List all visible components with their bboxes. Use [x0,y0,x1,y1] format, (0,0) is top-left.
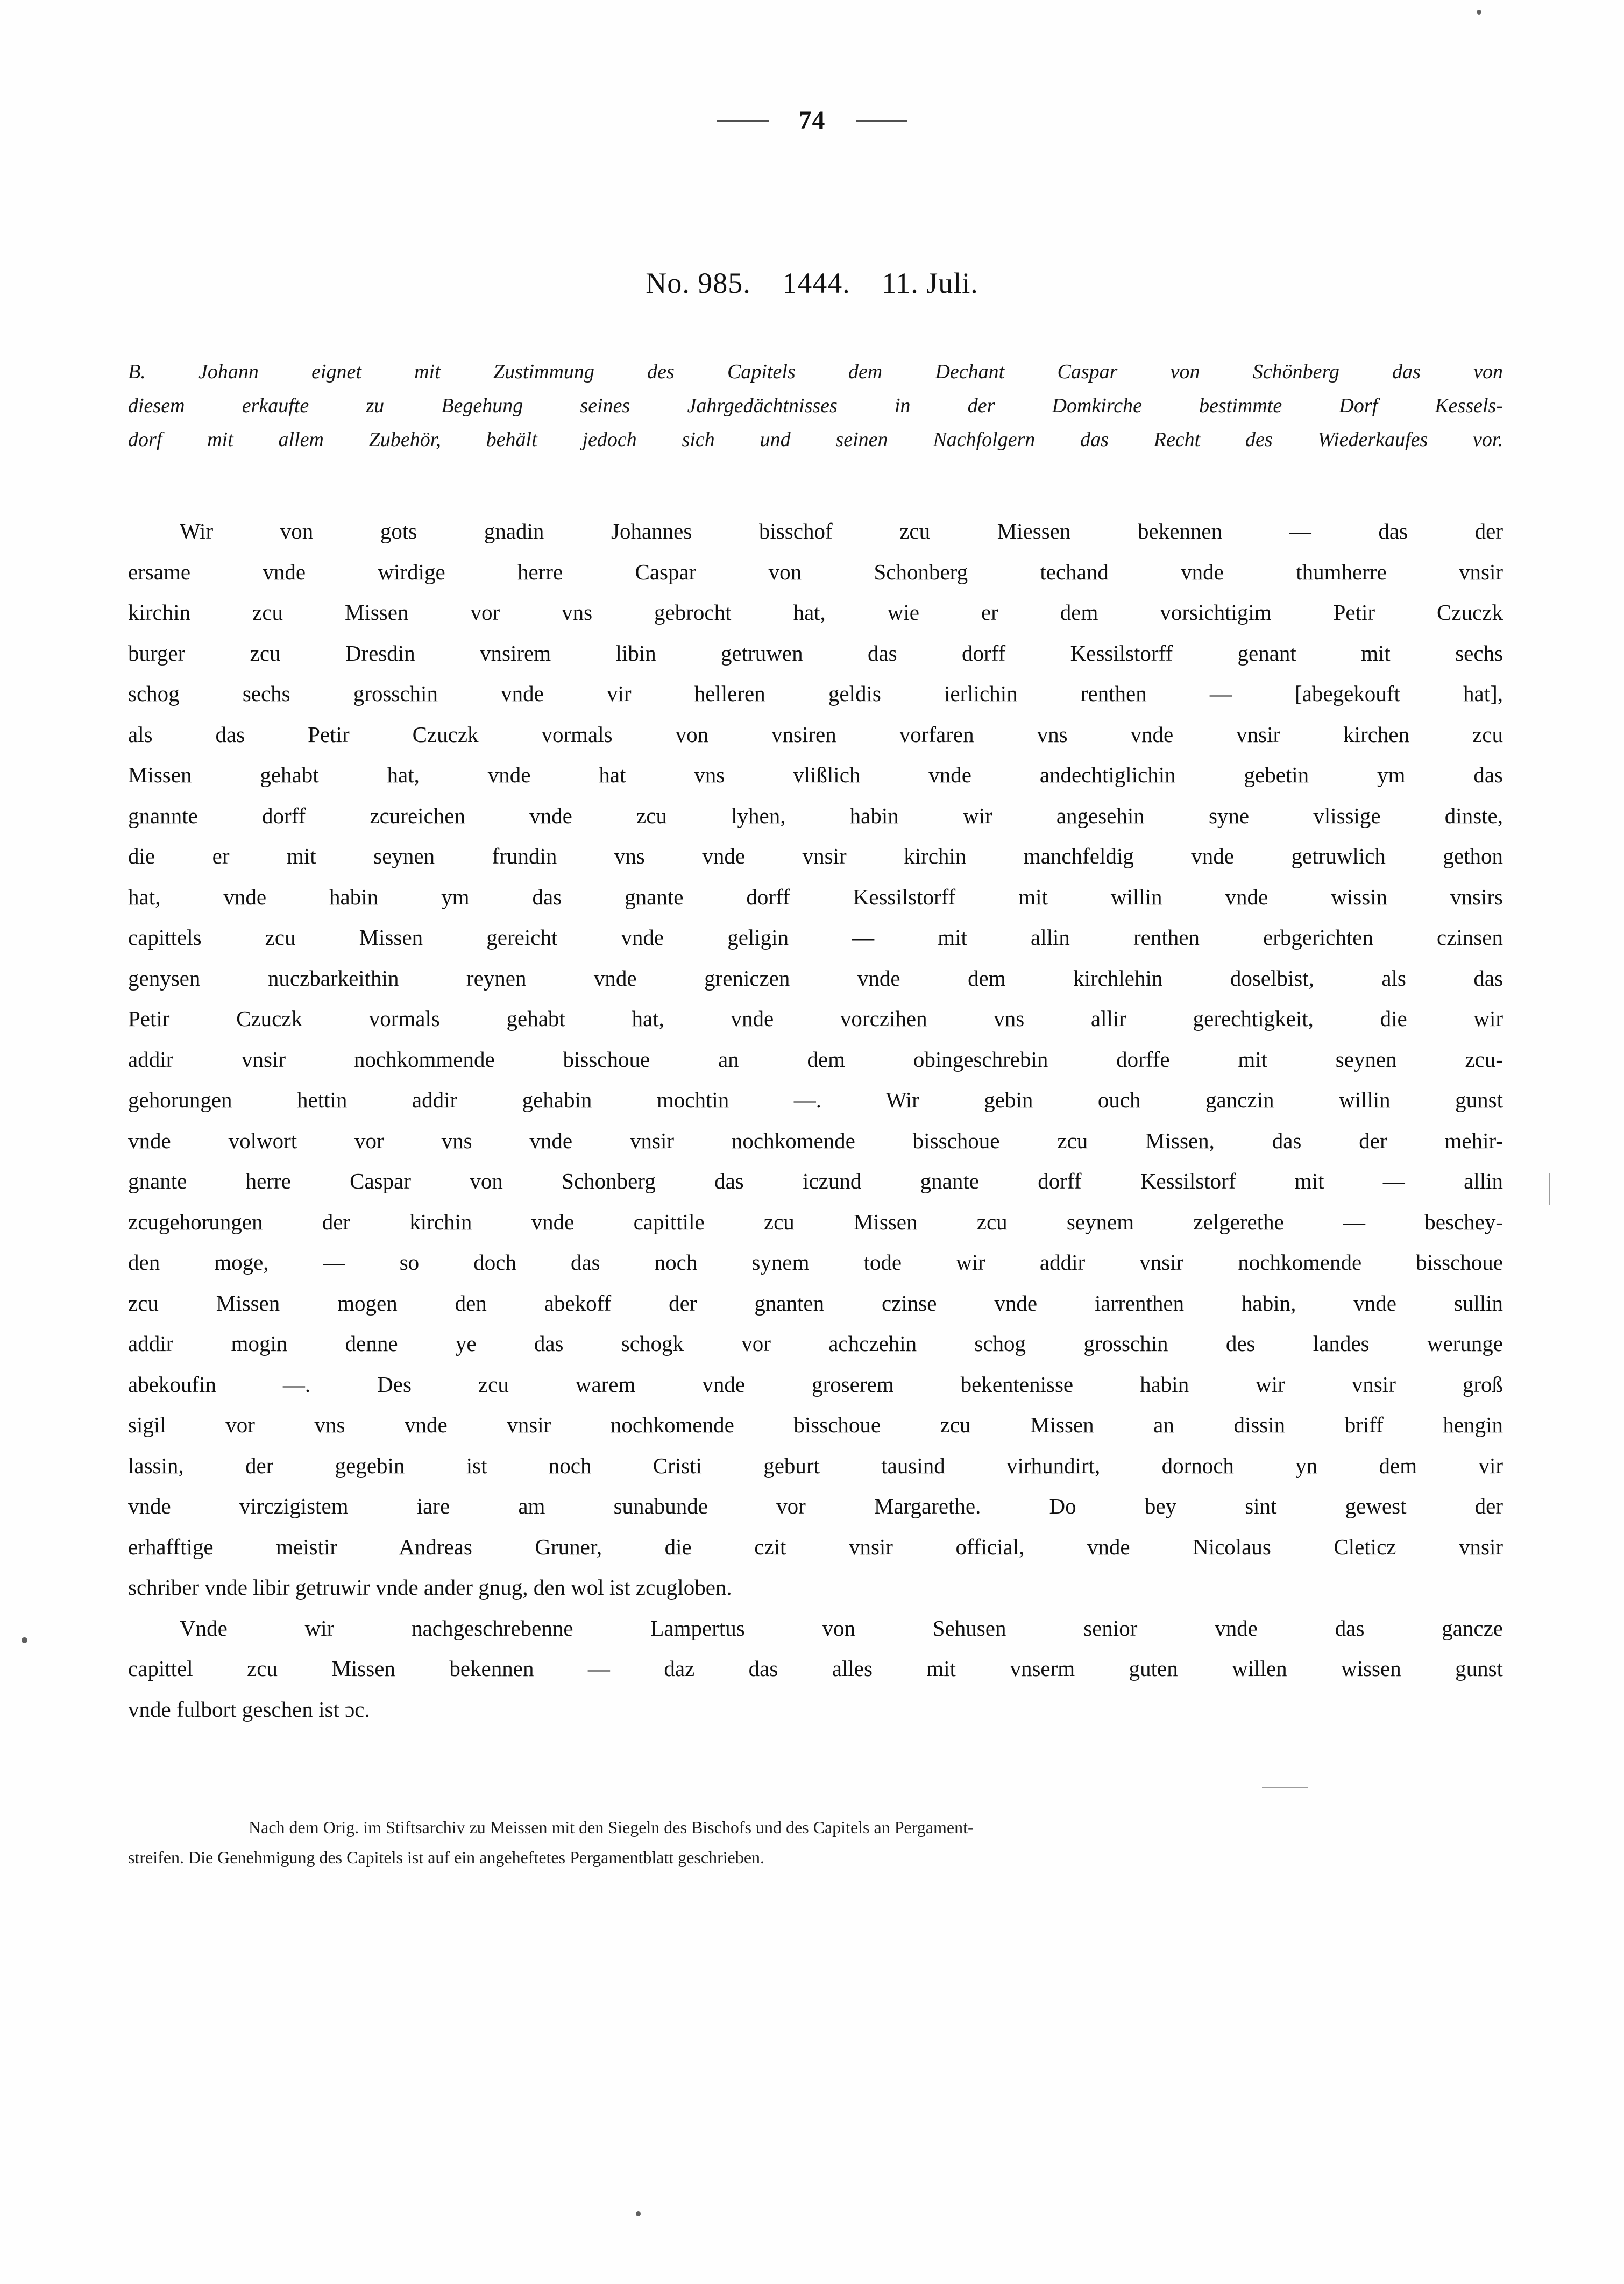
header-rule-left-icon [717,120,769,122]
scan-speck [22,1637,27,1643]
running-head [0,108,1624,133]
charter-year: 1444. [782,267,850,299]
body-line: gnante herre Caspar von Schonberg das iczund gnante dorff Kessilstorf mit — allin [128,1169,1503,1193]
body-line: abekoufin —. Des zcu warem vnde groserem bekentenisse habin wir vnsir groß [128,1371,1503,1397]
regest-line: diesem erkaufte zu Begehung seines Jahrgedächtnisses in der Domkirche bestimmte Dorf Kessels- [128,394,1503,417]
body-line: den moge, — so doch das noch synem tode wir addir vnsir nochkomende bisschoue [128,1250,1503,1275]
body-line: capittel zcu Missen bekennen — daz das alles mit vnserm guten willen wissen gunst [128,1656,1503,1681]
body-line-text: Wir von gots gnadin Johannes bisschof zcu Miessen bekennen — das der [180,519,1503,543]
header-rule-right-icon [856,120,907,122]
body-line: addir mogin denne ye das schogk vor achczehin schog grosschin des landes werunge [128,1331,1503,1356]
body-line: addir vnsir nochkommende bisschoue an dem obingeschrebin dorffe mit seynen zcu- [128,1046,1503,1072]
charter-body-text [128,511,1503,1730]
source-note-line: Nach dem Orig. im Stiftsarchiv zu Meissen mit den Siegeln des Bischofs und des Capitels an Pergament- [249,1818,974,1837]
charter-number: No. 985. [646,267,751,299]
body-line: vnde virczigistem iare am sunabunde vor Margarethe. Do bey sint gewest der [128,1494,1503,1518]
body-line: gnannte dorff zcureichen vnde zcu lyhen, habin wir angesehin syne vlissige dinste, [128,803,1503,828]
body-line: vnde fulbort geschen ist ɔc. [128,1696,370,1722]
body-line: capittels zcu Missen gereicht vnde geligin — mit allin renthen erbgerichten czinsen [128,925,1503,950]
body-line-text: Vnde wir nachgeschrebenne Lampertus von Sehusen senior vnde das gancze [180,1615,1503,1640]
body-line: sigil vor vns vnde vnsir nochkomende bisschoue zcu Missen an dissin briff hengin [128,1412,1503,1437]
body-line: lassin, der gegebin ist noch Cristi geburt tausind virhundirt, dornoch yn dem vir [128,1453,1503,1478]
scan-speck [1477,10,1481,15]
scan-hairline [1549,1173,1550,1205]
scan-speck [636,2211,641,2216]
body-line: die er mit seynen frundin vns vnde vnsir kirchin manchfeldig vnde getruwlich gethon [128,844,1503,868]
body-line: schriber vnde libir getruwir vnde ander gnug, den wol ist zcugloben. [128,1575,732,1600]
source-note [128,1812,1503,1872]
body-line: genysen nuczbarkeithin reynen vnde greniczen vnde dem kirchlehin doselbist, als das [128,965,1503,991]
body-line [128,1608,1503,1649]
regest-line: B. Johann eignet mit Zustimmung des Capitels dem Dechant Caspar von Schönberg das von [128,360,1503,383]
charter-date: 11. Juli. [882,267,978,299]
body-line: schog sechs grosschin vnde vir helleren geldis ierlichin renthen — [abegekouft hat], [128,681,1503,706]
body-line: ersame vnde wirdige herre Caspar von Schonberg techand vnde thumherre vnsir [128,559,1503,584]
body-line: zcugehorungen der kirchin vnde capittile zcu Missen zcu seynem zelgerethe — beschey- [128,1209,1503,1234]
body-line: vnde volwort vor vns vnde vnsir nochkomende bisschoue zcu Missen, das der mehir- [128,1128,1503,1153]
body-line: als das Petir Czuczk vormals von vnsiren vorfaren vns vnde vnsir kirchen zcu [128,722,1503,747]
body-line: erhafftige meistir Andreas Gruner, die czit vnsir official, vnde Nicolaus Cleticz vnsir [128,1534,1503,1559]
regest-abstract [128,355,1503,457]
charter-heading [0,266,1624,300]
source-note-line: streifen. Die Genehmigung des Capitels ist auf ein angeheftetes Pergamentblatt geschrieben. [128,1848,765,1867]
body-line: kirchin zcu Missen vor vns gebrocht hat, wie er dem vorsichtigim Petir Czuczk [128,600,1503,625]
body-line: zcu Missen mogen den abekoff der gnanten czinse vnde iarrenthen habin, vnde sullin [128,1290,1503,1316]
body-line: Petir Czuczk vormals gehabt hat, vnde vorczihen vns allir gerechtigkeit, die wir [128,1006,1503,1031]
body-line: Missen gehabt hat, vnde hat vns vlißlich vnde andechtiglichin gebetin ym das [128,762,1503,787]
body-line: burger zcu Dresdin vnsirem libin getruwen das dorff Kessilstorff genant mit sechs [128,640,1503,666]
scan-hairline [1262,1787,1308,1788]
regest-line: dorf mit allem Zubehör, behält jedoch sich und seinen Nachfolgern das Recht des Wiederkaufes vor. [128,428,1503,451]
body-line: hat, vnde habin ym das gnante dorff Kessilstorff mit willin vnde wissin vnsirs [128,884,1503,909]
body-line [128,511,1503,552]
page-number: 74 [798,106,826,135]
body-line: gehorungen hettin addir gehabin mochtin —. Wir gebin ouch ganczin willin gunst [128,1087,1503,1112]
